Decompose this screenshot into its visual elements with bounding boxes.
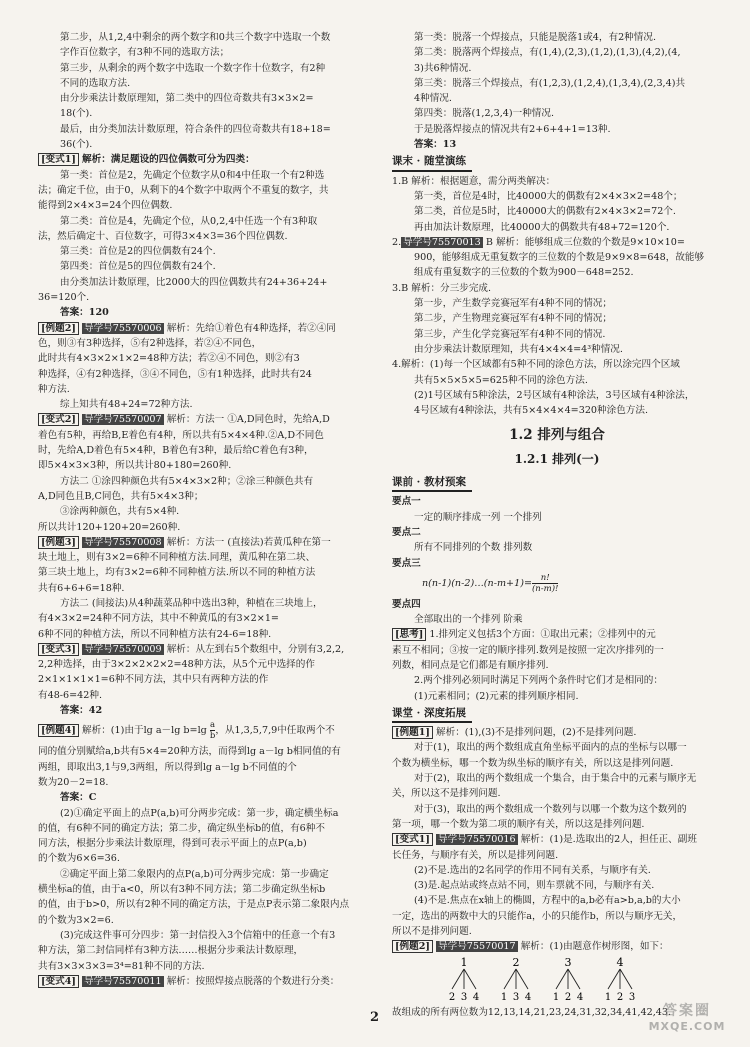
text-line: 字作百位数字，有3种不同的选取方法； bbox=[60, 47, 230, 59]
text-line: 第三步，产生化学竞赛冠军有4种不同的情况. bbox=[414, 328, 606, 340]
question-2-line bbox=[392, 235, 722, 250]
text-line: 18(个). bbox=[60, 108, 93, 120]
think-tag: [思考] bbox=[392, 628, 426, 641]
watermark-url: MXQE.COM bbox=[648, 1020, 726, 1033]
text-line: 解析：按照焊接点脱落的个数进行分类： bbox=[166, 975, 340, 987]
tree-leaf: 3 bbox=[512, 991, 520, 1003]
text-line: 4号区域有4种涂法，共有5×4×4×4=320种涂色方法. bbox=[414, 405, 649, 417]
text-line: 关，所以这不是排列问题. bbox=[392, 788, 501, 800]
example-4-line bbox=[38, 718, 378, 744]
text-line: 第二步，产生物理竞赛冠军有4种不同的情况； bbox=[414, 313, 612, 325]
text-line: ③涂两种颜色，共有5×4种. bbox=[60, 506, 180, 518]
key-point-label: 要点三 bbox=[392, 557, 421, 569]
tree-diagram-svg bbox=[432, 955, 672, 1005]
tree-leaf: 3 bbox=[460, 991, 468, 1003]
text-line: 横坐标a的值，由于a<0，所以有3种不同方法；第二步确定纵坐标b bbox=[38, 884, 326, 896]
text-line: 有48-6=42种. bbox=[38, 689, 103, 701]
fraction-denominator: b bbox=[209, 731, 216, 742]
text-line: 4种情况. bbox=[414, 93, 452, 105]
text-line: 色，则③有3种选择，⑤有2种选择，若②④不同色， bbox=[38, 337, 262, 349]
text-line: 第一类：首位是2，先确定个位数字从0和4中任取一个有2种选 bbox=[60, 169, 325, 181]
text-line: 此时共有4×3×2×1×2=48种方法；若②④不同色，则②有3 bbox=[38, 353, 300, 365]
variant-4-line bbox=[38, 974, 378, 989]
watermark-logo bbox=[632, 1000, 742, 1040]
section-heading-class: 课堂 · 深度拓展 bbox=[392, 706, 472, 723]
text-line: B 解析：能够组成三位数的个数是9×10×10= bbox=[485, 236, 685, 248]
text-line: 方法二 ①涂四种颜色共有5×4×3×2种；②涂三种颜色共有 bbox=[60, 475, 314, 487]
tree-diagram bbox=[432, 955, 722, 1005]
text-line: 解析：(1),(3)不是排列问题，(2)不是排列问题. bbox=[436, 727, 637, 739]
left-column bbox=[38, 30, 378, 989]
key-point-label: 要点四 bbox=[392, 598, 421, 610]
tree-root-3: 3 bbox=[564, 955, 572, 969]
tree-leaf: 1 bbox=[500, 991, 508, 1003]
text-line: 1.B 解析：根据题意，需分两类解决： bbox=[392, 175, 556, 187]
text-line: 2×1×1×1×1=6种不同方法，其中只有两种方法的作 bbox=[38, 674, 269, 686]
example-2-line bbox=[392, 939, 722, 954]
text-line: 第二类：首位是4，先确定个位，从0,2,4中任选一个有3种取 bbox=[60, 215, 318, 227]
example-tag: [例题3] bbox=[38, 536, 79, 549]
page-number: 2 bbox=[370, 1010, 380, 1025]
text-line: 着色有5种，再给B,E着色有4种，所以共有5×4×4种.②A,D不同色 bbox=[38, 429, 324, 441]
text-line: 长任务，与顺序有关，所以是排列问题. bbox=[392, 849, 559, 861]
answer: 答案：42 bbox=[60, 705, 103, 717]
text-line: 由分步乘法计数原理知，第二类中的四位奇数共有3×3×2= bbox=[60, 93, 314, 105]
text-line: 全部取出的一个排列 阶乘 bbox=[414, 614, 523, 626]
text-line: 对于(1)，取出的两个数组成直角坐标平面内的点的坐标与以哪一 bbox=[414, 742, 687, 754]
guide-code: 导学号75570013 bbox=[403, 236, 481, 248]
text-line: 的值，有6种不同的确定方法；第二步，确定纵坐标b的值，有6种不 bbox=[38, 822, 325, 834]
text-line: 不同的选取方法. bbox=[60, 77, 131, 89]
text-line: 块土地上，则有3×2=6种不同种植方法.同理，黄瓜种在第二块、 bbox=[38, 552, 316, 564]
tree-leaf: 2 bbox=[564, 991, 572, 1003]
text-line: 第四类：脱落(1,2,3,4)一种情况. bbox=[414, 108, 555, 120]
text-line: 共有3×3×3×3=3⁴=81种不同的方法. bbox=[38, 960, 205, 972]
variant-tag: [变式2] bbox=[38, 413, 79, 426]
variant-tag: [变式4] bbox=[38, 975, 79, 988]
example-1-line bbox=[392, 725, 722, 740]
text-line: 共有6+6+6=18种. bbox=[38, 582, 125, 594]
section-heading-preview: 课前 · 教材预案 bbox=[392, 475, 472, 492]
right-column bbox=[392, 30, 722, 1020]
text-line: 1.排列定义包括3个方面：①取出元素；②排列中的元 bbox=[429, 629, 656, 641]
text-line: 3)共6种情况. bbox=[414, 62, 472, 74]
text-line: A,D同色且B,C同色，共有5×4×3种； bbox=[38, 490, 204, 502]
text-line: 的个数为6×6=36. bbox=[38, 853, 120, 865]
tree-leaf: 3 bbox=[628, 991, 636, 1003]
tree-leaf: 2 bbox=[616, 991, 624, 1003]
tree-branch bbox=[568, 969, 580, 989]
tree-branch bbox=[516, 969, 528, 989]
text-line: 第二类，首位是5时，比40000大的偶数有2×4×3×2=72个. bbox=[414, 206, 676, 218]
text-line: 方法二 (间接法)从4种蔬菜品种中选出3种，种植在三块地上， bbox=[60, 597, 323, 609]
text-line: (2)不是.选出的2名同学的作用不同有关系，与顺序有关. bbox=[414, 864, 651, 876]
fraction-numerator: a bbox=[210, 720, 216, 731]
tree-leaf: 4 bbox=[576, 991, 584, 1003]
text-line: (3)是.起点站或终点站不同，则车票就不同，与顺序有关. bbox=[414, 880, 655, 892]
example-2-line bbox=[38, 321, 378, 336]
text-line: 6种不同的种植方法，所以不同种植方法有24-6=18种. bbox=[38, 628, 272, 640]
text-line: ，从1,3,5,7,9中任取两个不 bbox=[215, 725, 335, 737]
answer: 答案：120 bbox=[60, 307, 109, 319]
text-line: 第二步，从1,2,4中剩余的两个数字和0共三个数字中选取一个数 bbox=[60, 32, 331, 43]
text-line: 种方法，第二封信同样有3种方法……根据分步乘法计数原理， bbox=[38, 945, 304, 957]
guide-code: 导学号75570011 bbox=[84, 975, 162, 987]
text-line: 解析：(1)由题意作树形图，如下： bbox=[520, 941, 669, 953]
key-point-label: 要点一 bbox=[392, 496, 421, 508]
text-line: 一定的顺序排成一列 一个排列 bbox=[414, 511, 542, 523]
text-line: 素互不相同；③按一定的顺序排列.数列是按照一定次序排列的一 bbox=[392, 644, 664, 656]
example-3-line bbox=[38, 535, 378, 550]
subsection-title: 1.2.1 排列(一) bbox=[514, 451, 600, 466]
text-line: 解析：从左到右5个数组中，分别有3,2,2, bbox=[166, 643, 345, 655]
text-line: (2)①确定平面上的点P(a,b)可分两步完成：第一步，确定横坐标a bbox=[60, 807, 339, 819]
tree-root-2: 2 bbox=[512, 955, 520, 969]
text-line: 解析：方法一 ①A,D同色时，先给A,D bbox=[166, 414, 330, 426]
example-tag: [例题4] bbox=[38, 724, 79, 737]
variant-3-line bbox=[38, 642, 378, 657]
text-line: 有4×3×2=24种不同方法，其中不种黄瓜的有3×2×1= bbox=[38, 613, 279, 625]
text-line: 个数为横坐标，哪一个数为纵坐标的顺序有关，所以这是排列问题. bbox=[392, 757, 674, 769]
text-line: 能得到2×4×3=24个四位偶数. bbox=[38, 200, 173, 212]
text-line: 故组成的所有两位数为12,13,14,21,23,24,31,32,34,41,42,43. bbox=[392, 1006, 672, 1018]
example-tag: [例题2] bbox=[38, 322, 79, 335]
text-line: 列数，相同点是它们都是有顺序排列. bbox=[392, 659, 549, 671]
text-line: 由分步乘法计数原理知，共有4×4×4=4³种情况. bbox=[414, 343, 623, 355]
text-line: 第三类：首位是2的四位偶数有24个. bbox=[60, 246, 216, 258]
text-line: 36=120个. bbox=[38, 292, 90, 304]
text-line: 于是脱落焊接点的情况共有2+6+4+1=13种. bbox=[414, 123, 611, 135]
text-line: 第一类，首位是4时，比40000大的偶数有2×4×3×2=48个； bbox=[414, 190, 683, 202]
watermark-text: 答案圈 bbox=[663, 1003, 711, 1019]
text-line: 共有5×5×5×5=625种不同的涂色方法. bbox=[414, 374, 588, 386]
guide-code: 导学号75570009 bbox=[84, 643, 162, 655]
variant-1-line bbox=[392, 832, 722, 847]
text-line: 两组，即取出3,1与9,3两组，所以得到lg a－lg b不同值的个 bbox=[38, 761, 297, 773]
text-line: 解析：满足题设的四位偶数可分为四类： bbox=[82, 154, 255, 166]
text-line: 对于(2)，取出的两个数组成一个集合，由于集合中的元素与顺序无 bbox=[414, 773, 697, 785]
text-line: 解析：(1)是.选取出的2人，担任正、副班 bbox=[520, 834, 697, 846]
text-line: 即5×4×3×3种，所以共计80+180=260种. bbox=[38, 460, 232, 472]
tree-leaf: 1 bbox=[552, 991, 560, 1003]
text-line: 最后，由分类加法计数原理，符合条件的四位奇数共有18+18= bbox=[60, 123, 331, 135]
text-line: 解析：方法一 (直接法)若黄瓜种在第一 bbox=[166, 536, 331, 548]
variant-1-line bbox=[38, 152, 378, 167]
text-line: 第二类：脱落两个焊接点，有(1,4),(2,3),(1,2),(1,3),(4,2),(4, bbox=[414, 47, 681, 59]
text-line: 所有不同排列的个数 排列数 bbox=[414, 542, 533, 554]
example-tag: [例题1] bbox=[392, 726, 433, 739]
fraction bbox=[532, 573, 558, 594]
fraction-numerator: n! bbox=[532, 573, 558, 584]
section-heading-practice: 课末 · 随堂演练 bbox=[392, 154, 472, 171]
text-line: 再由加法计数原理，比40000大的偶数共有48+72=120个. bbox=[414, 221, 670, 233]
text-line: 2,2种选择，由于3×2×2×2×2=48种方法，从5个元中选择的作 bbox=[38, 659, 315, 671]
text-line: (2)1号区域有5种涂法，2号区域有4种涂法，3号区域有4种涂法， bbox=[414, 389, 695, 401]
text-line: 综上知共有48+24=72种方法. bbox=[60, 399, 193, 411]
key-point-label: 要点二 bbox=[392, 526, 421, 538]
guide-code: 导学号75570007 bbox=[84, 414, 162, 426]
tree-leaf: 4 bbox=[472, 991, 480, 1003]
guide-code: 导学号75570017 bbox=[438, 941, 516, 953]
text-line: (1)元素相同；(2)元素的排列顺序相同. bbox=[414, 690, 579, 702]
text-line: 的值，由于b>0，所以有2种不同的确定方法，于是点P表示第二象限内点 bbox=[38, 899, 350, 911]
text-line: 第三类：脱落三个焊接点，有(1,2,3),(1,2,4),(1,3,4),(2,3,4)共 bbox=[414, 77, 686, 89]
text-line: 第一步，产生数学竞赛冠军有4种不同的情况； bbox=[414, 298, 612, 310]
fraction-denominator: (n-m)! bbox=[531, 583, 559, 594]
tree-leaf: 4 bbox=[524, 991, 532, 1003]
text-line: 36(个). bbox=[60, 139, 93, 151]
text-line: 组成有重复数字的三位数的个数为900－648=252. bbox=[414, 267, 634, 279]
think-line bbox=[392, 627, 722, 642]
text-line: 时，先给A,D着色有5×4种，B着色有3种，最后给C着色有3种， bbox=[38, 445, 314, 457]
tree-branch bbox=[556, 969, 568, 989]
variant-tag: [变式1] bbox=[38, 153, 79, 166]
text-line: 的个数为3×2=6. bbox=[38, 914, 114, 926]
text-line: (4)不是.焦点在x轴上的椭圆，方程中的a,b必有a>b,a,b的大小 bbox=[414, 895, 681, 907]
text-line: 第一类：脱落一个焊接点，只能是脱落1或4，有2种情况. bbox=[414, 32, 657, 43]
text-line: 对于(3)，取出的两个数组成一个数列与以哪一个数为这个数列的 bbox=[414, 803, 687, 815]
tree-root-4: 4 bbox=[616, 955, 624, 969]
guide-code: 导学号75570016 bbox=[438, 834, 516, 846]
variant-tag: [变式1] bbox=[392, 833, 433, 846]
tree-branch bbox=[504, 969, 516, 989]
tree-leaf: 1 bbox=[604, 991, 612, 1003]
formula-text: n(n-1)(n-2)…(n-m+1)= bbox=[422, 577, 532, 589]
text-line: 所以不是排列问题. bbox=[392, 926, 472, 938]
tree-branch bbox=[464, 969, 476, 989]
text-line: 同的值分别赋给a,b共有5×4=20种方法，而得到lg a－lg b相同值的有 bbox=[38, 746, 341, 758]
text-line: 由分类加法计数原理，比2000大的四位偶数共有24+36+24+ bbox=[60, 276, 328, 288]
variant-2-line bbox=[38, 412, 378, 427]
tree-branch bbox=[452, 969, 464, 989]
text-line: 第三块土地上，均有3×2=6种不同种植方法.所以不同的种植方法 bbox=[38, 567, 316, 579]
text-line: 同方法，根据分步乘法计数原理，得到可表示平面上的点P(a,b) bbox=[38, 838, 307, 850]
text-line: 2.两个排列必须同时满足下列两个条件时它们才是相同的： bbox=[414, 675, 663, 687]
answer: 答案：C bbox=[60, 792, 97, 804]
text-line: 4.解析：(1)每一个区域都有5种不同的涂色方法，所以涂完四个区域 bbox=[392, 359, 680, 371]
text-line: 法；确定千位，由于0，从剩下的4个数字中取两个不重复的数字，共 bbox=[38, 184, 329, 196]
text-line: 所以共计120+120+20=260种. bbox=[38, 521, 181, 533]
tree-leaf: 2 bbox=[448, 991, 456, 1003]
guide-code: 导学号75570008 bbox=[84, 536, 162, 548]
text-line: 3.B 解析：分三步完成. bbox=[392, 282, 492, 294]
example-tag: [例题2] bbox=[392, 940, 433, 953]
text-line: 第一项，哪一个数为第二项的顺序有关，所以这是排列问题. bbox=[392, 818, 645, 830]
text-line: 2. bbox=[392, 236, 402, 248]
text-line: 一定，选出的两数中大的只能作a，小的只能作b，所以与顺序无关， bbox=[392, 910, 683, 922]
text-line: (3)完成这件事可分四步：第一封信投入3个信箱中的任意一个有3 bbox=[60, 929, 336, 941]
answer: 答案：13 bbox=[414, 139, 457, 151]
text-line: ②确定平面上第二象限内的点P(a,b)可分两步完成：第一步确定 bbox=[60, 868, 329, 880]
tree-branch bbox=[608, 969, 620, 989]
text-line: 种方法. bbox=[38, 383, 70, 395]
text-line: 第四类：首位是5的四位偶数有24个. bbox=[60, 261, 216, 273]
text-line: 数为20－2=18. bbox=[38, 776, 109, 788]
text-line: 900，能够组成无重复数字的三位数的个数是9×9×8=648，故能够 bbox=[414, 252, 705, 264]
permutation-formula bbox=[392, 571, 722, 597]
chapter-title: 1.2 排列与组合 bbox=[509, 427, 605, 444]
tree-branch bbox=[620, 969, 632, 989]
variant-tag: [变式3] bbox=[38, 643, 79, 656]
text-line: 第三步，从剩余的两个数字中选取一个数字作十位数字，有2种 bbox=[60, 62, 326, 74]
text-line: 种选择，④有2种选择，③④不同色，⑤有1种选择，此时共有24 bbox=[38, 368, 312, 380]
tree-root-1: 1 bbox=[460, 955, 468, 969]
guide-code: 导学号75570006 bbox=[84, 322, 162, 334]
text-line: 解析：先给①着色有4种选择，若②④同 bbox=[166, 322, 336, 334]
text-line: 解析：(1)由于lg a－lg b=lg bbox=[82, 725, 207, 737]
text-line: 法，然后确定十、百位数字，可得3×4×3=36个四位偶数. bbox=[38, 230, 288, 242]
